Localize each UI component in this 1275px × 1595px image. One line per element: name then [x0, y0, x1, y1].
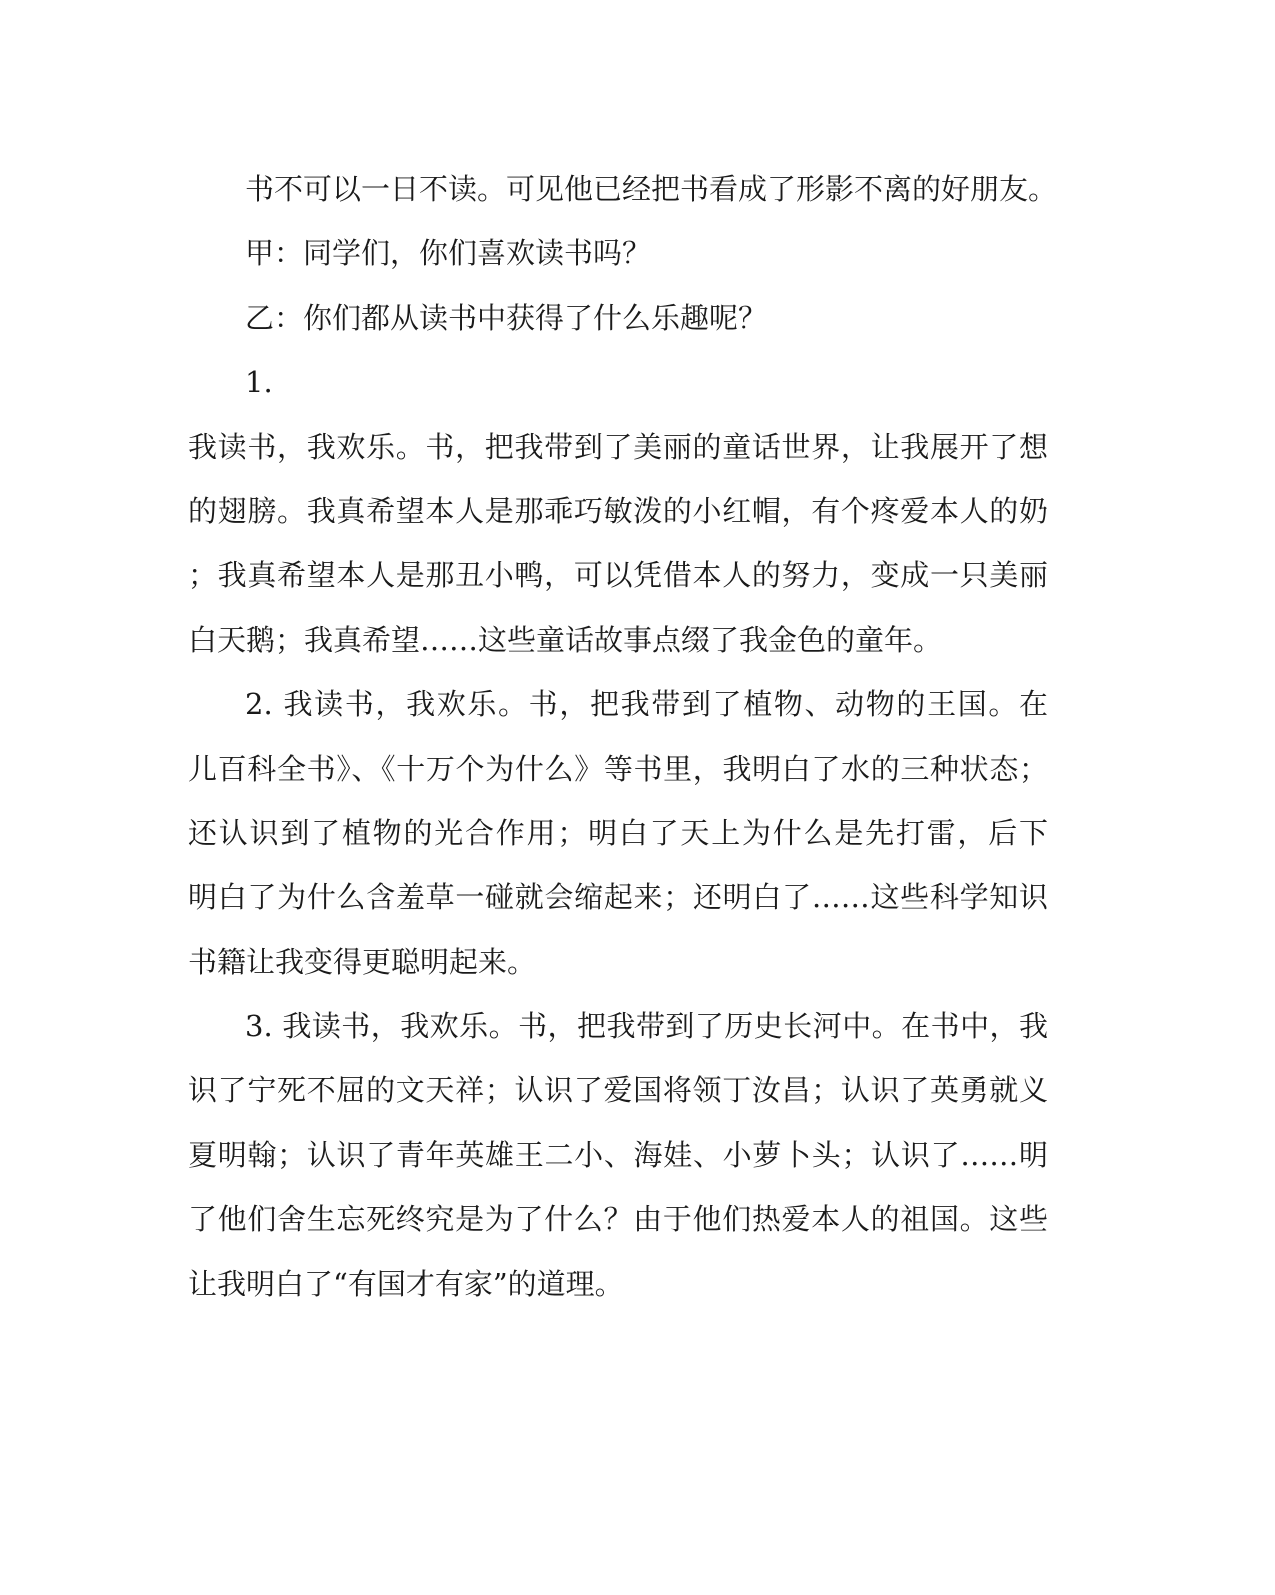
document-page [188, 157, 1058, 1316]
text-line: 3. 我读书，我欢乐。书，把我带到了历史长河中。在书中，我 [245, 1009, 1048, 1044]
text-line: 2. 我读书，我欢乐。书，把我带到了植物、动物的王国。在 [245, 687, 1048, 722]
text-line: ；我真希望本人是那丑小鸭，可以凭借本人的努力，变成一只美丽 [188, 558, 1048, 593]
text-line: 我读书，我欢乐。书，把我带到了美丽的童话世界，让我展开了想 [188, 429, 1048, 464]
text-line: 识了宁死不屈的文天祥；认识了爱国将领丁汝昌；认识了英勇就义 [188, 1073, 1048, 1108]
text-line: 还认识到了植物的光合作用；明白了天上为什么是先打雷，后下 [188, 815, 1048, 850]
text-line: 让我明白了“有国才有家”的道理。 [188, 1266, 624, 1301]
text-line: 明白了为什么含羞草一碰就会缩起来；还明白了……这些科学知识 [188, 880, 1048, 915]
text-line: 书不可以一日不读。可见他已经把书看成了形影不离的好朋友。 [245, 172, 1058, 206]
text-line: 书籍让我变得更聪明起来。 [188, 944, 537, 979]
text-line: 甲：同学们，你们喜欢读书吗？ [245, 236, 652, 271]
text-line: 白天鹅；我真希望……这些童话故事点缀了我金色的童年。 [188, 622, 943, 657]
text-line: 1. [245, 365, 273, 400]
text-line: 乙：你们都从读书中获得了什么乐趣呢？ [245, 300, 768, 335]
text-line: 夏明翰；认识了青年英雄王二小、海娃、小萝卜头；认识了……明 [188, 1137, 1048, 1172]
text-line: 的翅膀。我真希望本人是那乖巧敏泼的小红帽，有个疼爱本人的奶 [188, 493, 1048, 528]
text-line: 了他们舍生忘死终究是为了什么？由于他们热爱本人的祖国。这些 [188, 1202, 1048, 1237]
text-line: 儿百科全书》、《十万个为什么》等书里，我明白了水的三种状态； [188, 751, 1048, 786]
